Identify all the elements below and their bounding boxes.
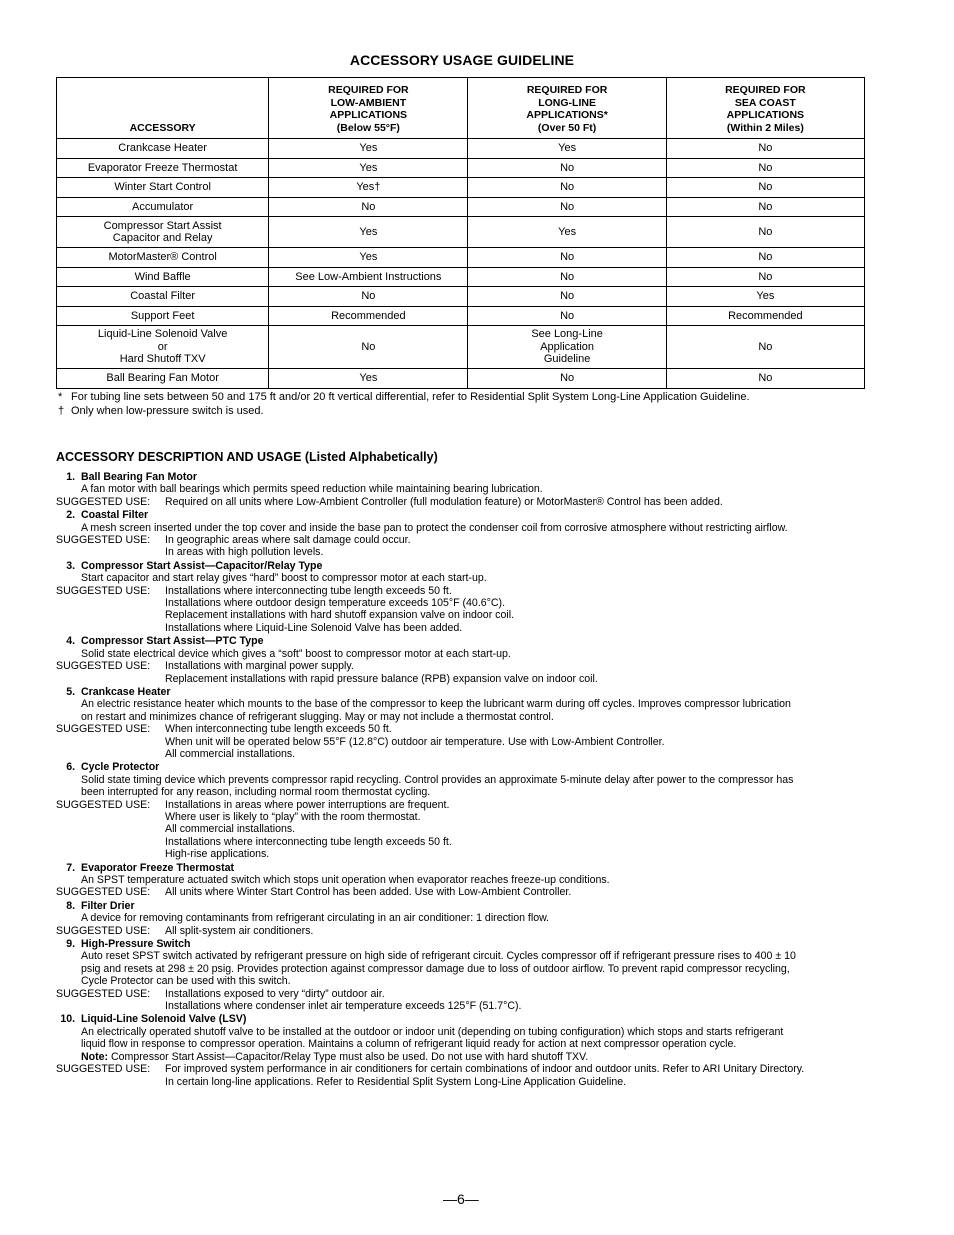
suggested-use-list (165, 925, 868, 937)
item-description (56, 912, 868, 924)
description-line: psig and resets at 298 ± 20 psig. Provides protection against compressor damage due to loss of outdoor airflow. To prevent rapid compressor recycling, (81, 962, 790, 975)
accessory-item (56, 560, 868, 634)
accessory-item (56, 635, 868, 685)
suggested-use-label: SUGGESTED USE: (56, 924, 151, 937)
table-cell (57, 326, 269, 369)
accessory-item (56, 862, 868, 899)
cell-line: Compressor Start Assist (103, 219, 222, 232)
table-cell (269, 158, 468, 178)
accessory-item (56, 761, 868, 860)
table-cell (666, 178, 864, 198)
table-cell (468, 158, 666, 178)
suggested-use-line: Installations where Liquid-Line Solenoid Valve has been added. (165, 621, 463, 634)
cell-line: Yes (558, 142, 577, 154)
item-heading (56, 938, 868, 950)
header-line: (Below 55°F) (336, 121, 400, 134)
item-title: Evaporator Freeze Thermostat (81, 861, 235, 874)
note-label: Note: (81, 1050, 112, 1063)
item-description (56, 950, 868, 987)
item-number: 4. (66, 635, 81, 648)
suggested-use-line: Installations where outdoor design temperature exceeds 105°F (40.6°C). (165, 597, 506, 610)
header-line: ACCESSORY (129, 121, 196, 134)
header-line: REQUIRED FOR (328, 84, 409, 96)
suggested-use-label: SUGGESTED USE: (56, 987, 151, 1000)
table-cell (57, 217, 269, 248)
cell-line: Crankcase Heater (118, 142, 207, 154)
table-cell (57, 197, 269, 217)
suggested-use-line: Installations where condenser inlet air temperature exceeds 125°F (51.7°C). (165, 1000, 522, 1013)
cell-line: No (560, 181, 575, 193)
suggested-use-line: Installations in areas where power interruptions are frequent. (165, 798, 450, 811)
header-line: REQUIRED FOR (526, 84, 608, 96)
cell-line: Yes (756, 290, 775, 302)
table-cell (57, 158, 269, 178)
cell-line: Yes (359, 142, 378, 154)
table-row (57, 287, 865, 307)
table-cell (468, 369, 666, 389)
suggested-use-list (165, 886, 868, 898)
cell-line: No (758, 225, 773, 238)
table-cell (468, 287, 666, 307)
cell-line: No (758, 251, 773, 263)
table-cell (666, 217, 864, 248)
description-line: A mesh screen inserted under the top cover and inside the base pan to protect the condenser coil from corrosive atmosphere without restricting airflow. (81, 521, 788, 534)
description-line: Start capacitor and start relay gives “hard” boost to compressor motor at each start-up. (81, 572, 487, 585)
footnote-text: Only when low-pressure switch is used. (71, 405, 264, 417)
cell-line: Wind Baffle (134, 270, 191, 283)
suggested-use (56, 925, 868, 937)
item-heading (56, 900, 868, 912)
item-number: 10. (60, 1013, 81, 1026)
column-header-3 (666, 78, 864, 139)
accessory-item (56, 471, 868, 508)
table-cell (666, 197, 864, 217)
table-cell (269, 248, 468, 268)
table-cell (666, 139, 864, 159)
item-title: Liquid-Line Solenoid Valve (LSV) (81, 1013, 247, 1026)
table-row (57, 306, 865, 326)
table-row (57, 217, 865, 248)
cell-line: Yes (359, 372, 378, 384)
item-heading (56, 686, 868, 698)
item-description (56, 483, 868, 495)
section-title: ACCESSORY DESCRIPTION AND USAGE (Listed Alphabetically) (56, 450, 438, 464)
suggested-use-list (165, 1063, 868, 1088)
table-cell (468, 326, 666, 369)
description-line: An electric resistance heater which mounts to the base of the compressor to keep the lubricant warm during off cycles. Improves compressor lubrication (81, 698, 791, 711)
item-description (56, 874, 868, 886)
item-number: 8. (66, 899, 81, 912)
cell-line: No (560, 372, 575, 384)
table-cell (269, 306, 468, 326)
footnote (58, 390, 750, 404)
table-cell (57, 267, 269, 287)
description-line: Solid state timing device which prevents compressor rapid recycling. Control provides an approximate 5-minute delay after power to the compressor has (81, 773, 794, 786)
table-cell (666, 287, 864, 307)
column-header-0 (57, 78, 269, 139)
table-cell (468, 178, 666, 198)
accessory-item (56, 900, 868, 937)
accessory-item (56, 938, 868, 1012)
header-line: (Within 2 Miles) (726, 121, 804, 134)
table-row (57, 139, 865, 159)
table-cell (269, 139, 468, 159)
table-cell (269, 217, 468, 248)
suggested-use-line: Installations with marginal power supply. (165, 660, 354, 673)
table-cell (468, 248, 666, 268)
item-number: 5. (66, 685, 81, 698)
item-title: High-Pressure Switch (81, 938, 191, 951)
description-line: An electrically operated shutoff valve to be installed at the outdoor or indoor unit (depending on tubing configuration) which stops and starts refrigerant (81, 1025, 784, 1038)
suggested-use-label: SUGGESTED USE: (56, 584, 151, 597)
cell-line: MotorMaster® Control (108, 251, 217, 263)
table-cell (269, 197, 468, 217)
item-number: 7. (66, 861, 81, 874)
table-cell (57, 306, 269, 326)
description-line: been interrupted for any reason, including normal room thermostat cycling. (81, 786, 431, 799)
table-cell (57, 139, 269, 159)
suggested-use-list (165, 496, 868, 508)
suggested-use-line: For improved system performance in air conditioners for certain combinations of indoor and outdoor units. Refer to ARI Unitary Directory. (165, 1063, 805, 1076)
description-line: A fan motor with ball bearings which permits speed reduction while maintaining bearing lubrication. (81, 483, 543, 496)
cell-line: or (157, 340, 168, 353)
table-cell (666, 248, 864, 268)
accessory-item (56, 686, 868, 760)
cell-line: No (361, 340, 376, 353)
footnote-mark: * (58, 391, 63, 403)
accessory-descriptions (56, 471, 868, 1089)
item-description (56, 648, 868, 660)
cell-line: No (560, 270, 575, 283)
suggested-use-line: All commercial installations. (165, 823, 296, 836)
table-body (57, 139, 865, 389)
item-description (56, 522, 868, 534)
suggested-use (56, 723, 868, 760)
column-header-2 (468, 78, 666, 139)
suggested-use-line: In areas with high pollution levels. (165, 546, 324, 559)
table-cell (666, 267, 864, 287)
description-line: Cycle Protector can be used with this switch. (81, 975, 291, 988)
table-cell (666, 326, 864, 369)
table-cell (57, 248, 269, 268)
description-line: Solid state electrical device which gives a “soft” boost to compressor motor at each start-up. (81, 647, 511, 660)
table-cell (57, 287, 269, 307)
header-line: SEA COAST (734, 96, 796, 109)
cell-line: No (361, 200, 376, 213)
header-line: APPLICATIONS* (526, 109, 608, 121)
item-description (56, 1026, 868, 1063)
suggested-use-label: SUGGESTED USE: (56, 660, 151, 673)
cell-line: Hard Shutoff TXV (119, 353, 206, 366)
suggested-use (56, 585, 868, 635)
description-line: on restart and minimizes chance of refrigerant slugging. May or may not include a thermostat control. (81, 710, 554, 723)
table-cell (468, 217, 666, 248)
description-line: Auto reset SPST switch activated by refrigerant pressure on high side of refrigerant circuit. Cycles compressor off if refrigerant pressure rises to 400 ± 10 (81, 950, 796, 963)
suggested-use-line: All commercial installations. (165, 747, 296, 760)
cell-line: Evaporator Freeze Thermostat (87, 161, 238, 174)
table-cell (269, 267, 468, 287)
item-title: Ball Bearing Fan Motor (81, 471, 197, 483)
cell-line: Recommended (728, 309, 803, 322)
cell-line: See Long-Line (531, 328, 603, 341)
table-cell (666, 306, 864, 326)
suggested-use-label: SUGGESTED USE: (56, 886, 151, 899)
item-number: 9. (66, 938, 81, 951)
cell-line: Yes (359, 161, 378, 174)
table-footnotes (58, 390, 750, 418)
table-row (57, 158, 865, 178)
table-cell (468, 306, 666, 326)
cell-line: Support Feet (130, 309, 195, 322)
item-number: 3. (66, 559, 81, 572)
item-title: Coastal Filter (81, 509, 149, 522)
footnote (58, 404, 750, 418)
suggested-use-label: SUGGESTED USE: (56, 1063, 151, 1076)
cell-line: Coastal Filter (130, 290, 196, 302)
cell-line: No (758, 270, 773, 283)
cell-line: No (758, 181, 773, 193)
cell-line: No (560, 161, 575, 174)
accessory-usage-table (56, 77, 865, 389)
suggested-use-line: Replacement installations with rapid pressure balance (RPB) expansion valve on indoor coil. (165, 672, 598, 685)
item-title: Compressor Start Assist—PTC Type (81, 635, 264, 648)
table-row (57, 267, 865, 287)
item-heading (56, 862, 868, 874)
table-cell (468, 139, 666, 159)
table-cell (468, 197, 666, 217)
suggested-use-line: Installations exposed to very “dirty” outdoor air. (165, 987, 385, 1000)
table-row (57, 248, 865, 268)
cell-line: Winter Start Control (114, 181, 211, 193)
suggested-use-line: High-rise applications. (165, 848, 270, 861)
table-header-row (57, 78, 865, 139)
item-heading (56, 1013, 868, 1025)
header-line: APPLICATIONS (329, 109, 408, 121)
item-description (56, 572, 868, 584)
item-number: 2. (66, 509, 81, 522)
item-number: 6. (66, 761, 81, 774)
suggested-use-list (165, 660, 868, 685)
suggested-use-line: In geographic areas where salt damage could occur. (165, 534, 411, 547)
cell-line: Yes (359, 251, 378, 263)
suggested-use-line: All split-system air conditioners. (165, 924, 314, 937)
item-description (56, 698, 868, 723)
item-description (56, 774, 868, 799)
table-cell (269, 326, 468, 369)
suggested-use-line: All units where Winter Start Control has been added. Use with Low-Ambient Controller. (165, 886, 572, 899)
accessory-item (56, 1013, 868, 1087)
cell-line: Recommended (331, 309, 406, 322)
table-cell (57, 178, 269, 198)
note-text: Compressor Start Assist—Capacitor/Relay Type must also be used. Do not use with hard shutoff TXV. (111, 1050, 589, 1063)
table-row (57, 197, 865, 217)
suggested-use-list (165, 534, 868, 559)
cell-line: Application (540, 340, 595, 353)
suggested-use (56, 534, 868, 559)
suggested-use-label: SUGGESTED USE: (56, 495, 151, 508)
table-cell (269, 369, 468, 389)
cell-line: No (758, 372, 773, 384)
cell-line: No (560, 290, 575, 302)
cell-line: Guideline (543, 353, 591, 366)
table-row (57, 369, 865, 389)
table-row (57, 178, 865, 198)
cell-line: No (758, 161, 773, 174)
footnote-mark: † (58, 405, 65, 417)
cell-line: Capacitor and Relay (112, 232, 213, 244)
description-line: An SPST temperature actuated switch which stops unit operation when evaporator reaches freeze-up conditions. (81, 874, 610, 886)
suggested-use (56, 496, 868, 508)
table-row (57, 326, 865, 369)
suggested-use-line: Replacement installations with hard shutoff expansion valve on indoor coil. (165, 609, 515, 622)
cell-line: Yes (359, 225, 378, 238)
suggested-use-label: SUGGESTED USE: (56, 723, 151, 736)
item-number: 1. (66, 471, 81, 483)
item-title: Filter Drier (81, 899, 135, 912)
suggested-use-label: SUGGESTED USE: (56, 798, 151, 811)
header-line: LONG-LINE (538, 96, 596, 109)
description-line: liquid flow in response to compressor operation. Maintains a column of refrigerant liquid ready for action at next compressor operation cycle. (81, 1038, 737, 1051)
item-title: Cycle Protector (81, 761, 160, 774)
cell-line: Yes (558, 225, 577, 238)
suggested-use (56, 799, 868, 861)
table-cell (269, 178, 468, 198)
suggested-use (56, 886, 868, 898)
suggested-use-line: When interconnecting tube length exceeds 50 ft. (165, 723, 392, 736)
suggested-use-line: When unit will be operated below 55°F (12.8°C) outdoor air temperature. Use with Low-Ambient Controller. (165, 735, 665, 748)
suggested-use-label: SUGGESTED USE: (56, 534, 151, 547)
header-line: (Over 50 Ft) (537, 121, 597, 134)
suggested-use-line: Required on all units where Low-Ambient Controller (full modulation feature) or MotorMaster® Control has been added. (165, 495, 723, 508)
item-heading (56, 635, 868, 647)
suggested-use-list (165, 799, 868, 861)
table-cell (57, 369, 269, 389)
suggested-use-list (165, 723, 868, 760)
accessory-item (56, 509, 868, 559)
item-heading (56, 471, 868, 483)
cell-line: Yes† (356, 181, 381, 193)
suggested-use (56, 660, 868, 685)
item-heading (56, 560, 868, 572)
description-line: A device for removing contaminants from refrigerant circulating in an air conditioner: 1 direction flow. (81, 912, 550, 925)
column-header-1 (269, 78, 468, 139)
header-line: APPLICATIONS (726, 109, 805, 121)
suggested-use-list (165, 988, 868, 1013)
cell-line: No (758, 142, 773, 154)
table-cell (468, 267, 666, 287)
table-title: ACCESSORY USAGE GUIDELINE (349, 52, 575, 68)
cell-line: See Low-Ambient Instructions (295, 270, 442, 283)
cell-line: No (560, 251, 575, 263)
page-number: —6— (443, 1191, 479, 1207)
suggested-use (56, 988, 868, 1013)
item-title: Compressor Start Assist—Capacitor/Relay Type (81, 559, 323, 572)
table-cell (666, 369, 864, 389)
item-title: Crankcase Heater (81, 685, 171, 698)
header-line: REQUIRED FOR (725, 84, 806, 96)
item-heading (56, 761, 868, 773)
table-cell (269, 287, 468, 307)
cell-line: No (758, 200, 773, 213)
footnote-text: For tubing line sets between 50 and 175 ft and/or 20 ft vertical differential, refer to Residential Split System Long-Line Application Guideline. (71, 391, 750, 403)
item-note (81, 1051, 868, 1063)
suggested-use-line: Installations where interconnecting tube length exceeds 50 ft. (165, 584, 452, 597)
cell-line: No (560, 200, 575, 213)
suggested-use-list (165, 585, 868, 635)
cell-line: Liquid-Line Solenoid Valve (97, 328, 228, 341)
table-cell (666, 158, 864, 178)
suggested-use-line: Where user is likely to “play” with the room thermostat. (165, 810, 421, 823)
cell-line: Ball Bearing Fan Motor (106, 372, 219, 384)
header-line: LOW-AMBIENT (330, 96, 407, 109)
suggested-use-line: In certain long-line applications. Refer to Residential Split System Long-Line Application Guideline. (165, 1075, 627, 1088)
item-heading (56, 509, 868, 521)
cell-line: Accumulator (132, 200, 194, 213)
suggested-use (56, 1063, 868, 1088)
cell-line: No (560, 309, 575, 322)
suggested-use-line: Installations where interconnecting tube length exceeds 50 ft. (165, 835, 452, 848)
cell-line: No (758, 340, 773, 353)
cell-line: No (361, 290, 376, 302)
